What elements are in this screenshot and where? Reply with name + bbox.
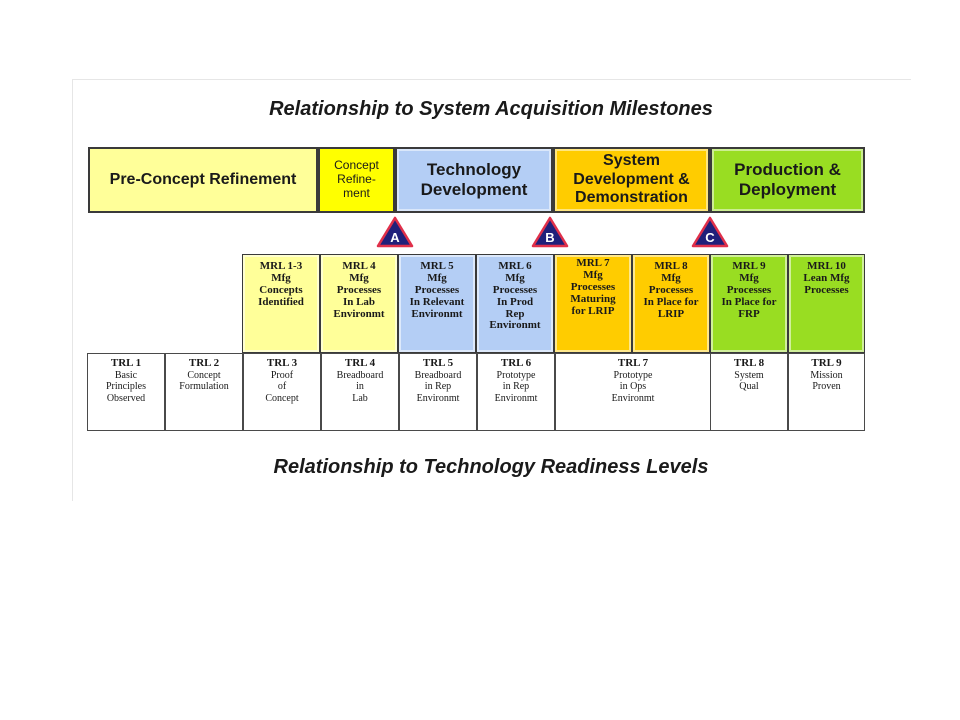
milestone-c-icon xyxy=(691,216,729,248)
trl-code: TRL 7 xyxy=(617,357,649,369)
mrl-7-cell: MRL 7 Mfg Processes Maturing for LRIP xyxy=(554,254,632,353)
trl-code: TRL 9 xyxy=(811,357,842,369)
milestone-a-icon xyxy=(376,216,414,248)
trl-code: TRL 6 xyxy=(500,357,532,369)
mrl-6-cell: MRL 6 Mfg Processes In Prod Rep Environmt xyxy=(476,254,554,353)
mrl-1-3-cell: MRL 1-3 Mfg Concepts Identified xyxy=(242,254,320,353)
phase-label: Technology Development xyxy=(420,160,528,199)
phase-pre-concept-refinement xyxy=(88,147,318,213)
trl-code: TRL 2 xyxy=(188,357,220,369)
trl-8-cell xyxy=(710,353,788,431)
phase-label: Pre-Concept Refinement xyxy=(109,170,297,188)
trl-code: TRL 3 xyxy=(266,357,298,369)
mrl-10-cell: MRL 10 Lean Mfg Processes xyxy=(788,254,865,353)
phase-system-development-demonstration xyxy=(553,147,710,213)
phase-label: Production & Deployment xyxy=(734,160,841,199)
trl-description: System Qual xyxy=(734,369,764,393)
trl-9-cell xyxy=(788,353,865,431)
milestone-label: C xyxy=(705,230,715,245)
mrl-8-cell: MRL 8 Mfg Processes In Place for LRIP xyxy=(632,254,710,353)
trl-code: TRL 1 xyxy=(110,357,142,369)
phase-label: Concept Refine-ment xyxy=(334,158,379,200)
trl-code: TRL 8 xyxy=(733,357,765,369)
trl-code: TRL 5 xyxy=(422,357,454,369)
phase-label: System Development & Demonstration xyxy=(573,152,690,207)
phase-technology-development xyxy=(395,147,553,213)
trl-3-cell xyxy=(243,353,321,431)
trl-description: Proof of Concept xyxy=(265,369,299,404)
trl-description: Concept Formulation xyxy=(179,369,229,393)
trl-description: Breadboard in Lab xyxy=(336,369,384,404)
trl-2-cell xyxy=(165,353,243,431)
milestone-b-icon xyxy=(531,216,569,248)
mrl-9-cell: MRL 9 Mfg Processes In Place for FRP xyxy=(710,254,788,353)
trl-4-cell xyxy=(321,353,399,431)
mrl-5-cell: MRL 5 Mfg Processes In Relevant Environmt xyxy=(398,254,476,353)
milestone-label: B xyxy=(545,230,555,245)
trl-description: Breadboard in Rep Environmt xyxy=(414,369,462,404)
trl-code: TRL 4 xyxy=(344,357,376,369)
bottom-heading: Relationship to Technology Readiness Levels xyxy=(273,456,709,478)
top-heading: Relationship to System Acquisition Milestones xyxy=(269,98,713,120)
trl-1-cell xyxy=(87,353,165,431)
mrl-4-cell: MRL 4 Mfg Processes In Lab Environmt xyxy=(320,254,398,353)
milestone-label: A xyxy=(390,230,400,245)
trl-6-cell xyxy=(477,353,555,431)
phase-concept-refinement xyxy=(318,147,395,213)
trl-7-cell xyxy=(555,353,711,431)
phase-production-deployment xyxy=(710,147,865,213)
trl-description: Mission Proven xyxy=(810,369,843,393)
trl-description: Basic Principles Observed xyxy=(106,369,146,404)
trl-description: Prototype in Ops Environmt xyxy=(611,369,655,404)
trl-description: Prototype in Rep Environmt xyxy=(494,369,538,404)
trl-5-cell xyxy=(399,353,477,431)
